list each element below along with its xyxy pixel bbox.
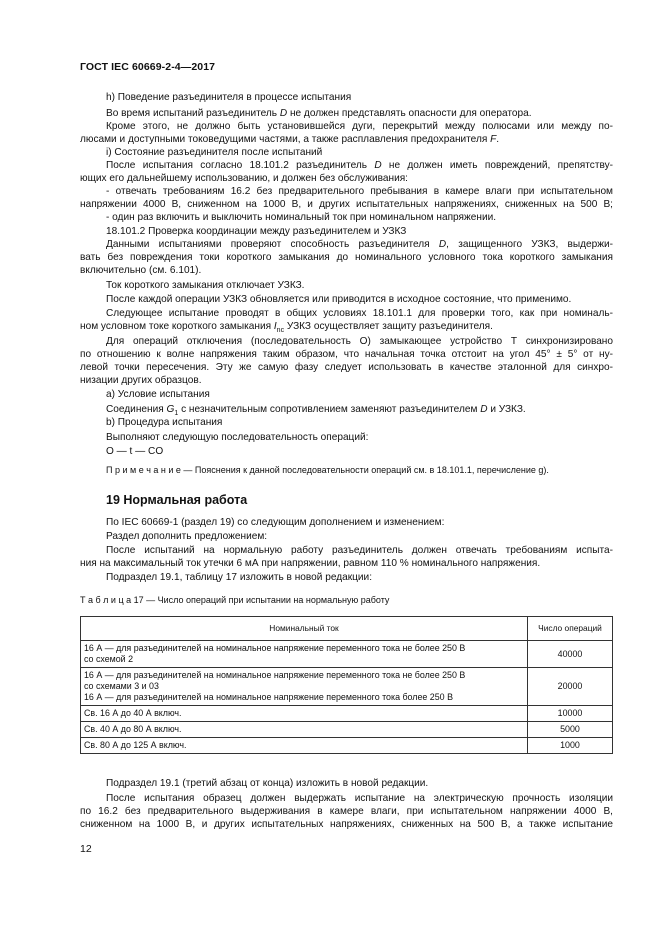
- paragraph: Раздел дополнить предложением:: [106, 531, 268, 542]
- table-row: [81, 738, 613, 754]
- item-h: h) Поведение разъединителя в процессе испытания: [106, 92, 352, 103]
- paragraph: Соединения $G_1$ с незначительным сопротивлением заменяют разъединителем D и УЗКЗ.: [106, 404, 526, 418]
- section-title: 19 Нормальная работа: [106, 493, 248, 507]
- paragraph: После испытаний на нормальную работу разъединитель должен отвечать требованиям испыта-: [106, 545, 613, 556]
- paragraph: Кроме этого, не должно быть установившейся дуги, перекрытий между полюсами или между по-: [106, 121, 613, 132]
- paragraph: Данными испытаниями проверяют способность разъединителя D, защищенного УЗКЗ, выдержи-: [106, 239, 613, 250]
- table-cell: Св. 80 А до 125 А включ.: [81, 738, 528, 754]
- paragraph: Во время испытаний разъединитель D не должен представлять опасности для оператора.: [106, 108, 532, 119]
- table-cell: 40000: [528, 641, 613, 668]
- table-row: [81, 641, 613, 668]
- page-number: 12: [80, 843, 92, 855]
- column-header: Номинальный ток: [81, 617, 528, 641]
- paragraph: ющих его дальнейшему использованию, и должен без обслуживания:: [80, 173, 408, 184]
- table-header-row: [81, 617, 613, 641]
- table-row: [81, 722, 613, 738]
- paragraph: напряжении 4000 В, сниженном на 1000 В, и других испытательных напряжениях, сниженных на 500 В;: [80, 199, 613, 210]
- list-item: - один раз включить и выключить номинальный ток при номинальном напряжении.: [106, 212, 497, 223]
- paragraph: После испытания образец должен выдержать испытание на электрическую прочность изоляции: [106, 793, 613, 804]
- table-cell: Св. 40 А до 80 А включ.: [81, 722, 528, 738]
- paragraph: Подраздел 19.1, таблицу 17 изложить в новой редакции:: [106, 572, 372, 583]
- item-i: i) Состояние разъединителя после испытаний: [106, 147, 323, 158]
- paragraph: Ток короткого замыкания отключает УЗКЗ.: [106, 280, 305, 291]
- table-cell: 16 А — для разъединителей на номинальное напряжение переменного тока не более 250 В со схемой 2: [81, 641, 528, 668]
- paragraph: Подраздел 19.1 (третий абзац от конца) изложить в новой редакции.: [106, 778, 429, 789]
- paragraph: люсами и доступными токоведущими частями, а также расплавления предохранителя F.: [80, 134, 500, 145]
- paragraph: Для операций отключения (последовательность О) замыкающее устройство T синхронизировано: [106, 336, 613, 347]
- table-caption: Т а б л и ц а 17 — Число операций при испытании на нормальную работу: [80, 595, 390, 605]
- table-cell: 10000: [528, 706, 613, 722]
- paragraph: по 16.2 без предварительного выдерживания в камере влаги, при испытательном напряжении 4000 В,: [80, 806, 613, 817]
- paragraph: После каждой операции УЗКЗ обновляется или приводится в исходное состояние, что применимо.: [106, 294, 572, 305]
- paragraph: После испытания согласно 18.101.2 разъединитель D не должен иметь повреждений, препятству-: [106, 160, 613, 171]
- column-header: Число операций: [528, 617, 613, 641]
- subsection-title: 18.101.2 Проверка координации между разъединителем и УЗКЗ: [106, 226, 407, 237]
- list-item: - отвечать требованиям 16.2 без предварительного пребывания в камере влаги при испытательном: [106, 186, 613, 197]
- paragraph: Следующее испытание проводят в общих условиях 18.101.1 для проверки того, как при номиналь-: [106, 308, 613, 319]
- table-cell: Св. 16 А до 40 А включ.: [81, 706, 528, 722]
- paragraph: ния на максимальный ток утечки 6 мА при напряжении, равном 110 % номинального напряжения.: [80, 558, 541, 569]
- table-cell: 20000: [528, 668, 613, 706]
- paragraph: включительно (см. 6.101).: [80, 265, 202, 276]
- note: П р и м е ч а н и е — Пояснения к данной последовательности операций см. в 18.101.1, перечисление g).: [106, 465, 549, 475]
- paragraph: по отношению к волне напряжения таким образом, что начальная точка отстоит на угол 45° ± 5° от ну-: [80, 349, 613, 360]
- item-a: a) Условие испытания: [106, 389, 210, 400]
- operation-sequence: O — t — CO: [106, 446, 164, 457]
- paragraph: сниженном на 1000 В, и других испытательных напряжениях, сниженных на 500 В, а также испытание: [80, 819, 613, 830]
- document-header: ГОСТ IEC 60669-2-4—2017: [80, 61, 216, 73]
- table-cell: 5000: [528, 722, 613, 738]
- table-cell: 1000: [528, 738, 613, 754]
- paragraph: Выполняют следующую последовательность операций:: [106, 432, 369, 443]
- paragraph: ном условном токе короткого замыкания $I_{nc}$ УЗКЗ осуществляет защиту разъединителя.: [80, 321, 493, 335]
- paragraph: По IEC 60669-1 (раздел 19) со следующим дополнением и изменением:: [106, 517, 445, 528]
- table-row: [81, 668, 613, 706]
- table-row: [81, 706, 613, 722]
- paragraph: низации других образцов.: [80, 375, 202, 386]
- paragraph: левой точки пересечения. Эту же самую фазу следует использовать в качестве эталонной для синхро-: [80, 362, 613, 373]
- operations-table: [80, 616, 613, 754]
- paragraph: вать без повреждения токи короткого замыкания до номинального условного тока короткого замыкания: [80, 252, 613, 263]
- item-b: b) Процедура испытания: [106, 417, 223, 428]
- table-cell: 16 А — для разъединителей на номинальное напряжение переменного тока не более 250 В со схемами 3 и 03 16 А — для разъединителей на номинальное напряжение переменного тока более 250 В: [81, 668, 528, 706]
